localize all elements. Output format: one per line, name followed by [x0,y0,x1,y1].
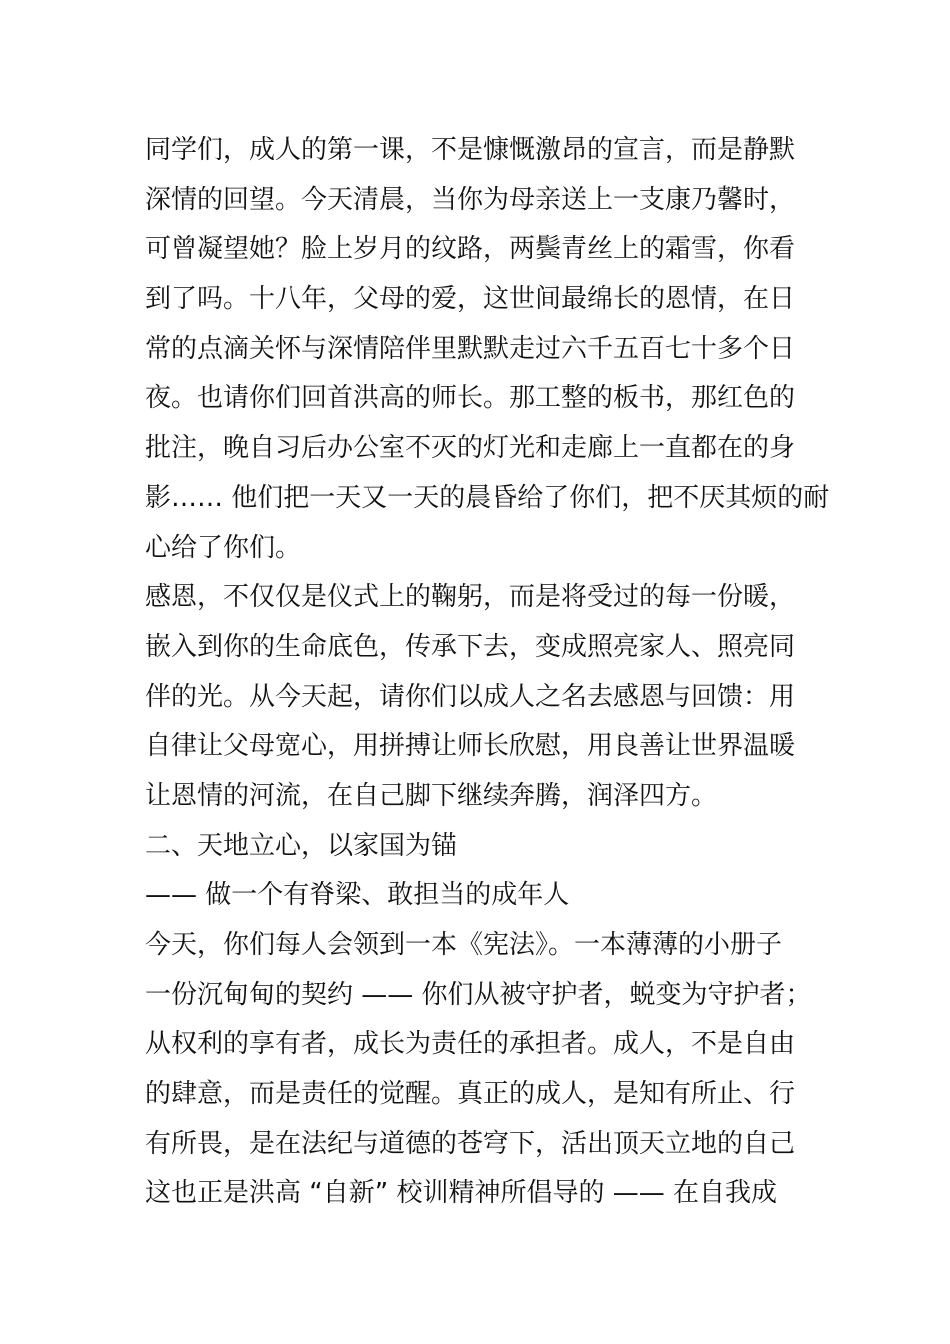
text-line: 批注，晚自习后办公室不灭的灯光和走廊上一直都在的身 [145,433,796,464]
text-line: 影…… 他们把一天又一天的晨昏给了你们，把不厌其烦的耐 [145,482,830,513]
text-line: 自律让父母宽心，用拼搏让师长欣慰，用良善让世界温暖 [145,731,796,762]
text-line: 感恩，不仅仅是仪式上的鞠躬，而是将受过的每一份暖， [145,582,796,613]
text-line: 的肆意，而是责任的觉醒。真正的成人，是知有所止、行 [145,1079,796,1110]
text-line: 有所畏，是在法纪与道德的苍穹下，活出顶天立地的自己 [145,1128,796,1159]
text-line: 从权利的享有者，成长为责任的承担者。成人，不是自由 [145,1029,796,1060]
text-line: 伴的光。从今天起，请你们以成人之名去感恩与回馈：用 [145,681,796,712]
text-line: 心给了你们。 [145,532,302,563]
text-line: 嵌入到你的生命底色，传承下去，变成照亮家人、照亮同 [145,631,796,662]
text-line: 一份沉甸甸的契约 —— 你们从被守护者，蜕变为守护者； [145,979,812,1010]
text-line: 今天，你们每人会领到一本《宪法》。一本薄薄的小册子 [145,930,783,960]
text-line: 到了吗。十八年，父母的爱，这世间最绵长的恩情，在日 [145,284,796,315]
text-line: 夜。也请你们回首洪高的师长。那工整的板书，那红色的 [145,383,796,414]
text-line: 让恩情的河流，在自己脚下继续奔腾，润泽四方。 [145,780,718,811]
text-line: 这也正是洪高 “自新” 校训精神所倡导的 —— 在自我成 [145,1178,777,1209]
text-line: 同学们，成人的第一课，不是慷慨激昂的宣言，而是静默 [145,135,796,165]
text-line: 可曾凝望她？脸上岁月的纹路，两鬓青丝上的霜雪，你看 [145,234,796,265]
document-body [145,126,830,1219]
section-heading: 二、天地立心，以家国为锚 [145,830,458,861]
text-line: 常的点滴关怀与深情陪伴里默默走过六千五百七十多个日 [145,333,796,364]
section-subheading: —— 做一个有脊梁、敢担当的成年人 [145,880,570,911]
text-line: 深情的回望。今天清晨，当你为母亲送上一支康乃馨时， [145,184,796,215]
